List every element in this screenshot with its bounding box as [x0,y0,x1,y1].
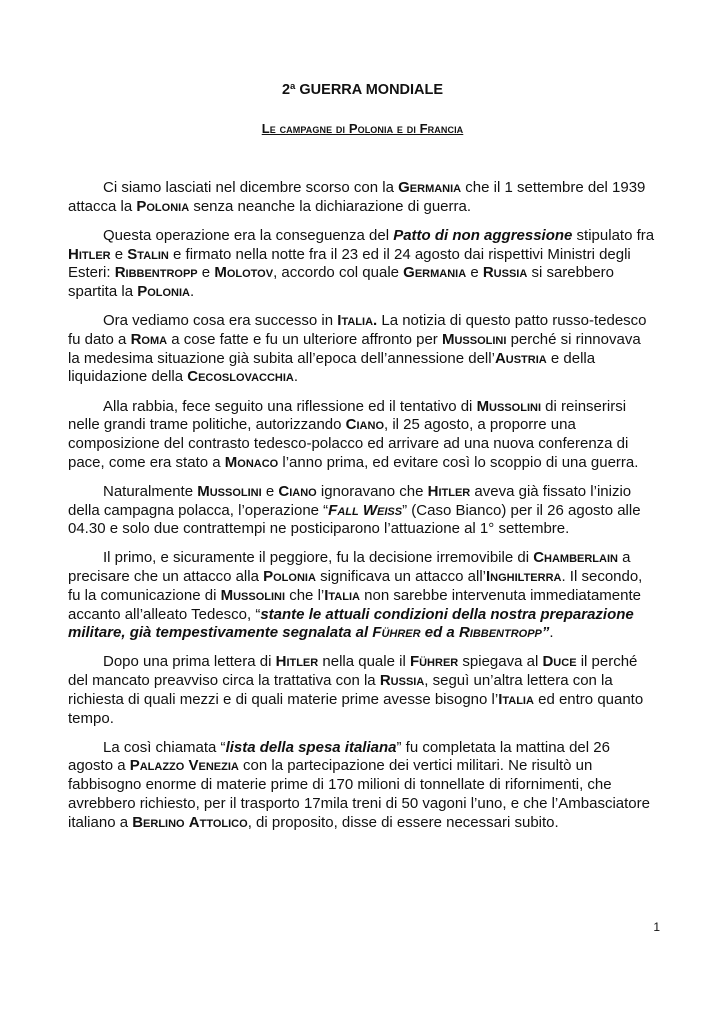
document-subtitle: Le campagne di Polonia e di Francia [261,121,464,136]
paragraph-5 [68,483,656,539]
quotation: stante le attuali condizioni della nostra preparazione militare, già tempestivamente segnalata al [68,605,634,642]
text-run: , seguì un’altra lettera con la richiesta di quali mezzi e di quali materie prime avesse bisogno l’ [68,672,613,708]
document-body [68,179,656,843]
text-run: ” fu completata la mattina del 26 agosto a [68,738,610,775]
proper-noun: Duce [542,653,577,671]
text-run: e [110,245,128,263]
proper-noun: Monaco [224,453,279,471]
text-run: Dopo una prima lettera di [103,653,276,671]
proper-noun: Italia [498,690,534,708]
proper-noun: Ciano [345,416,385,434]
text-run: nella quale il [318,653,410,671]
paragraph-1 [68,179,656,216]
text-run: di reinserirsi nelle grandi trame politiche, autorizzando [68,397,627,434]
text-run: e [466,264,483,282]
text-run: senza neanche la dichiarazione di guerra. [189,197,472,215]
text-run: e [261,482,279,500]
proper-noun: Mussolini [197,482,262,500]
proper-noun: Molotov [214,264,274,282]
paragraph-7 [68,653,656,728]
text-run: il perché del mancato preavviso circa la trattativa con la [68,653,638,690]
paragraph-6 [68,549,656,643]
proper-noun: Führer [409,653,459,671]
proper-noun: Italia. [337,312,378,330]
proper-noun: Ribbentropp [458,624,542,642]
text-run: e della liquidazione della [68,349,596,386]
paragraph-8 [68,739,656,833]
text-run: ed entro quanto tempo. [68,690,644,727]
text-run: Ora vediamo cosa era successo in [103,312,338,330]
text-run: . [293,368,299,386]
proper-noun: Cecoslovacchia [187,368,294,386]
text-run: Naturalmente [103,482,198,500]
text-run: La così chiamata “ [103,738,226,756]
quotation: ed a [420,624,459,642]
proper-noun: Hitler [275,653,319,671]
document-title: 2ª GUERRA MONDIALE [281,82,444,98]
proper-noun: Palazzo Venezia [129,757,239,775]
proper-noun: Russia [379,672,425,690]
text-run: a cose fatte e fu un ulteriore affronto per [167,330,442,348]
proper-noun: Polonia [263,568,316,586]
paragraph-2 [68,227,656,302]
text-run: ” (Caso Bianco) per il 26 agosto alle 04.30 e solo due contrattempi ne posticiparono l’attuazione al 1° settembre. [68,501,641,538]
text-run: . [549,624,554,642]
quotation: ” [541,624,550,642]
text-run: Alla rabbia, fece seguito una riflessione ed il tentativo di [103,397,477,415]
paragraph-4 [68,398,656,473]
proper-noun: Attolico [188,813,248,831]
text-run: Ci siamo lasciati nel dicembre scorso con la [103,179,399,196]
text-run: , il 25 agosto, a proporre una composizione del contrasto tedesco-polacco ed arrivare ad una nuova conferenza di pace, come era stato a [68,416,629,471]
text-run: , di proposito, disse di essere necessari subito. [247,813,559,831]
text-run: significava un attacco all’ [315,568,486,586]
proper-noun: Russia [482,264,528,282]
emphasis: Fall Weiss [328,501,403,519]
text-run: si sarebbero spartita la [68,264,615,301]
text-run: Questa operazione era la conseguenza del [103,226,394,244]
text-run: La notizia di questo patto russo-tedesco fu dato a [68,312,647,348]
text-run: ignoravano che [316,482,428,500]
proper-noun: Italia [324,586,360,604]
proper-noun: Mussolini [476,397,542,415]
text-run: Il primo, e sicuramente il peggiore, fu la decisione irremovibile di [103,549,534,567]
text-run: con la partecipazione dei vertici militari. Ne risultò un fabbisogno enorme di materie prime di 170 milioni di tonnellate di rifornimenti, che avrebbero richiesto, per il trasporto 17mila treni di 50 vagoni l’uno, e che l’Ambasciatore italiano a [68,757,650,831]
proper-noun: Mussolini [220,586,286,604]
proper-noun: Polonia [137,283,190,301]
text-run: perché si rinnovava la medesima situazione già subita all’epoca dell’annessione dell’ [68,330,641,367]
text-run: a precisare che un attacco alla [68,549,631,586]
text-run: . Il secondo, fu la comunicazione di [68,568,643,604]
emphasis: Patto di non aggressione [393,226,573,244]
proper-noun: Ciano [278,482,317,500]
proper-noun: Ribbentropp [114,264,198,282]
proper-noun: Roma [130,330,168,348]
text-run: . [189,283,195,301]
proper-noun: Mussolini [441,330,507,348]
proper-noun: Hitler [68,245,111,263]
page-number: 1 [653,920,660,934]
text-run: , accordo col quale [273,264,404,282]
emphasis: lista della spesa italiana [225,738,397,756]
proper-noun: Stalin [127,245,169,263]
proper-noun: Polonia [136,197,190,215]
paragraph-3 [68,312,656,387]
proper-noun: Austria [494,349,547,367]
text-run: che l’ [285,586,325,604]
text-run: e [197,264,215,282]
proper-noun: Chamberlain [533,549,618,567]
text-run: aveva già fissato l’inizio della campagna polacca, l’operazione “ [68,482,632,519]
proper-noun: Hitler [427,482,471,500]
text-run: spiegava al [458,653,543,671]
proper-noun: Führer [372,624,421,642]
proper-noun: Germania [398,179,462,196]
text-run: che il 1 settembre del 1939 attacca la [68,179,646,215]
proper-noun: Berlino [132,813,185,831]
text-run: e firmato nella notte fra il 23 ed il 24 agosto dai rispettivi Ministri degli Esteri: [68,245,631,282]
text-run: non sarebbe intervenuta immediatamente accanto all’alleato Tedesco, “ [68,586,641,623]
proper-noun: Inghilterra [486,568,562,586]
text-run: stipulato fra [572,226,655,244]
text-run: l’anno prima, ed evitare così lo scoppio di una guerra. [278,453,639,471]
proper-noun: Germania [403,264,467,282]
